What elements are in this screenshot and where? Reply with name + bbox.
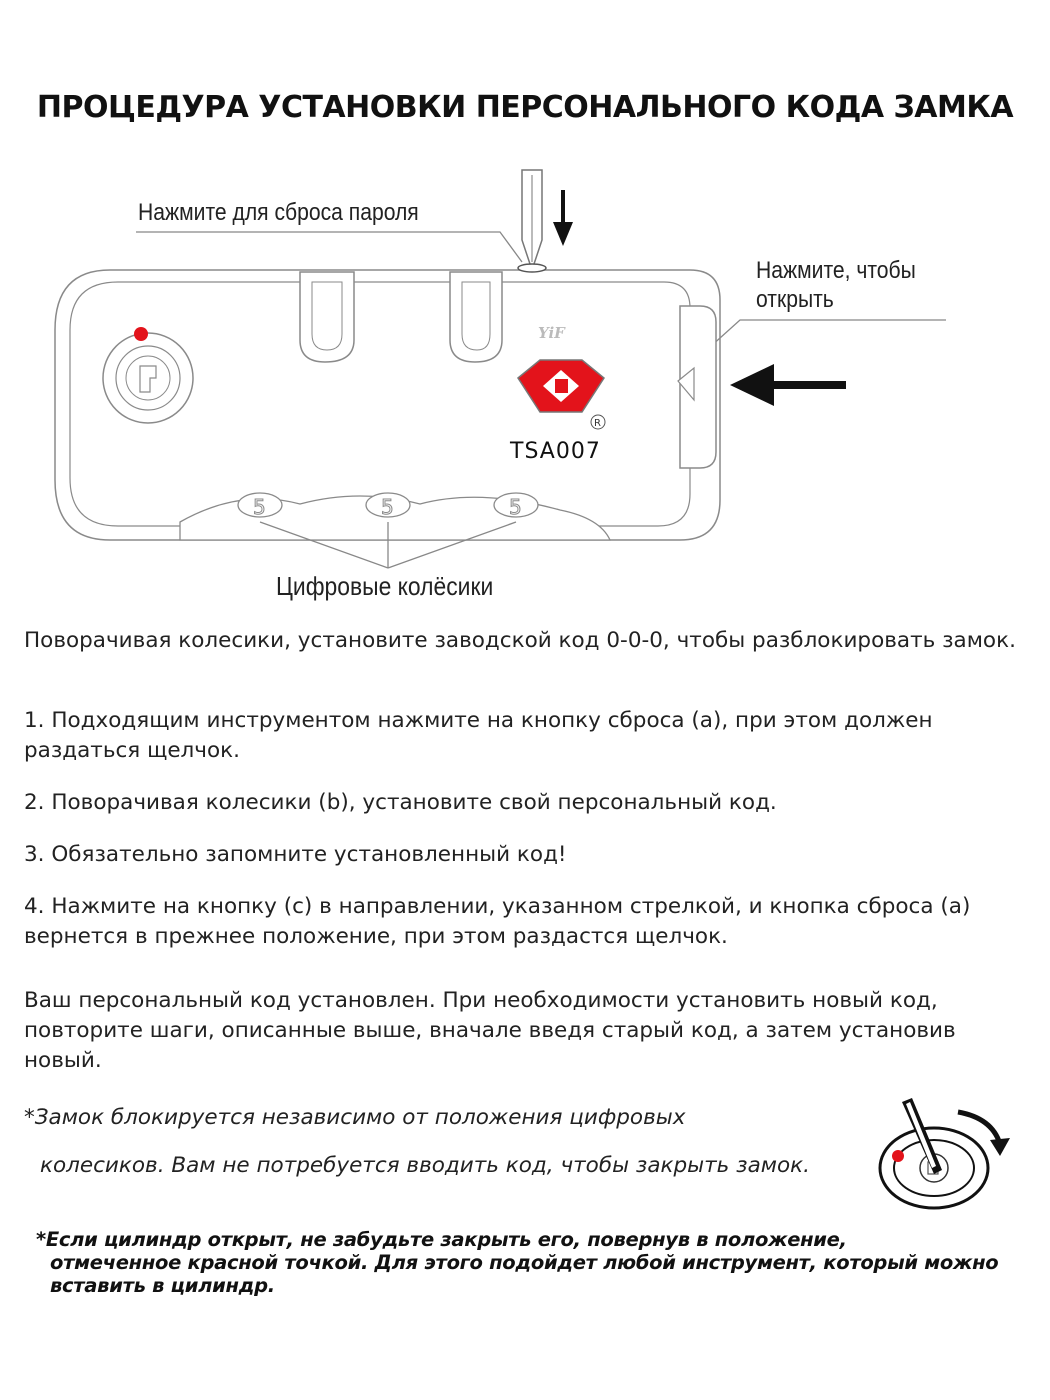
- svg-text:5: 5: [381, 495, 394, 519]
- page-title: ПРОЦЕДУРА УСТАНОВКИ ПЕРСОНАЛЬНОГО КОДА ЗАМКА: [36, 90, 1014, 125]
- intro-paragraph: Поворачивая колесики, установите заводской код 0-0-0, чтобы разблокировать замок.: [24, 628, 1016, 653]
- model-label: TSA007: [510, 439, 601, 464]
- step-4: 4. Нажмите на кнопку (с) в направлении, указанном стрелкой, и кнопка сброса (a) вернется в прежнее положение, при этом раздастся щелчок.: [24, 894, 971, 949]
- open-callout-leader: [700, 320, 946, 356]
- svg-text:R: R: [594, 418, 601, 429]
- note-cylinder: [36, 1228, 1026, 1297]
- reset-callout-label: Нажмите для сброса пароля: [138, 199, 419, 226]
- shackle-slots: [300, 272, 502, 362]
- reset-tool-icon: [522, 170, 542, 270]
- tsa-logo-icon: [518, 360, 605, 429]
- note-lock-line2: колесиков. Вам не потребуется вводить код, чтобы закрыть замок.: [40, 1153, 810, 1178]
- wheels-callout-label: Цифровые колёсики: [276, 571, 494, 601]
- svg-text:5: 5: [509, 495, 522, 519]
- press-down-arrow-icon: [553, 190, 573, 246]
- reset-callout-leader: [136, 232, 522, 262]
- cylinder-turn-icon: [872, 1088, 1012, 1218]
- open-callout-label: Нажмите, чтобы открыть: [756, 257, 916, 313]
- key-cylinder-icon: [103, 327, 193, 423]
- step-1: 1. Подходящим инструментом нажмите на кнопку сброса (a), при этом должен раздаться щелчок.: [24, 708, 933, 763]
- red-dot-marker: [134, 327, 148, 341]
- svg-text:5: 5: [253, 495, 266, 519]
- brand-label: YiF: [538, 324, 565, 342]
- reset-button: [518, 264, 546, 272]
- press-left-arrow-icon: [730, 364, 846, 406]
- note-cylinder-line2: отмеченное красной точкой. Для этого подойдет любой инструмент, который можно вставить в цилиндр.: [50, 1251, 999, 1297]
- side-button: [678, 306, 716, 468]
- note-lock-line1: *Замок блокируется независимо от положения цифровых: [24, 1105, 686, 1130]
- step-2: 2. Поворачивая колесики (b), установите свой персональный код.: [24, 790, 777, 815]
- final-paragraph: Ваш персональный код установлен. При необходимости установить новый код, повторите шаги, описанные выше, вначале введя старый код, а затем установив новый.: [24, 988, 956, 1073]
- digit-wheels: [180, 493, 610, 540]
- note-cylinder-line1: *Если цилиндр открыт, не забудьте закрыть его, повернув в положение,: [36, 1228, 847, 1251]
- step-3: 3. Обязательно запомните установленный код!: [24, 842, 567, 867]
